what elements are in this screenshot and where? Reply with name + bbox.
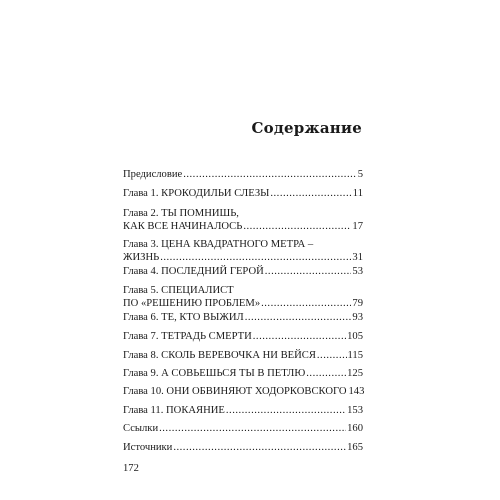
toc-leader-dots: [160, 251, 351, 264]
toc-entry-text: Предисловие: [123, 169, 183, 180]
toc-leader-dots: [261, 297, 351, 310]
toc-entry-chapter-7[interactable]: [123, 330, 363, 343]
toc-entry-text: Глава 1. КРОКОДИЛЬИ СЛЕЗЫ: [123, 188, 270, 199]
toc-entry-text: ЖИЗНЬ: [123, 252, 160, 263]
toc-leader-dots: [243, 220, 351, 233]
toc-entry-chapter-8[interactable]: [123, 349, 363, 362]
toc-entry-chapter-3[interactable]: [123, 238, 363, 264]
toc-title: Содержание: [251, 119, 362, 137]
toc-entry-chapter-10[interactable]: [123, 385, 363, 398]
toc-leader-dots: [306, 367, 346, 380]
toc-entry-chapter-11[interactable]: [123, 404, 363, 417]
toc-entry-page: 105: [347, 331, 363, 342]
toc-entry-text-line1: Глава 5. СПЕЦИАЛИСТ: [123, 285, 234, 296]
toc-entry-text: ПО «РЕШЕНИЮ ПРОБЛЕМ»: [123, 298, 261, 309]
toc-entry-chapter-1[interactable]: [123, 187, 363, 200]
toc-entry-text: Глава 4. ПОСЛЕДНИЙ ГЕРОЙ: [123, 266, 264, 277]
toc-leader-dots: [270, 187, 351, 200]
toc-entry-text: Глава 8. СКОЛЬ ВЕРЕВОЧКА НИ ВЕЙСЯ: [123, 350, 316, 361]
toc-entry-chapter-9[interactable]: [123, 367, 363, 380]
toc-entry-text: КАК ВСЕ НАЧИНАЛОСЬ: [123, 221, 243, 232]
toc-entry-page: 17: [352, 221, 363, 232]
toc-entry-page: 93: [352, 312, 363, 323]
toc-entry-page: 79: [352, 298, 363, 309]
toc-leader-dots: [183, 168, 356, 181]
toc-entry-text: Глава 7. ТЕТРАДЬ СМЕРТИ: [123, 331, 252, 342]
toc-entry-text: Ссылки: [123, 423, 159, 434]
toc-entry-page: 125: [347, 368, 363, 379]
toc-entry-page: 165: [347, 442, 363, 453]
toc-entry-text: Глава 6. ТЕ, КТО ВЫЖИЛ: [123, 312, 244, 323]
toc-entry-text: Источники: [123, 442, 173, 453]
toc-entry-page: 31: [352, 252, 363, 263]
toc-entry-text: Глава 9. А СОВЬЕШЬСЯ ТЫ В ПЕТЛЮ: [123, 368, 306, 379]
toc-leader-dots: [226, 404, 346, 417]
toc-entry-page: 160: [347, 423, 363, 434]
toc-entry-page: 53: [352, 266, 363, 277]
toc-entry-chapter-4[interactable]: [123, 265, 363, 278]
toc-entry-references[interactable]: [123, 422, 363, 435]
toc-leader-dots: [317, 349, 347, 362]
toc-entry-page: 143: [348, 386, 365, 397]
toc-entry-page: 115: [347, 350, 363, 361]
toc-entry-page: 11: [352, 188, 363, 199]
toc-entry-page: 5: [357, 169, 363, 180]
toc-entry-chapter-2[interactable]: [123, 207, 363, 233]
toc-leader-dots: [265, 265, 352, 278]
toc-entry-chapter-6[interactable]: [123, 311, 363, 324]
toc-entry-text: Глава 11. ПОКАЯНИЕ: [123, 405, 225, 416]
toc-leader-dots: [253, 330, 346, 343]
toc-leader-dots: [173, 441, 346, 454]
toc-entry-chapter-5[interactable]: [123, 284, 363, 310]
toc-entry-page: 153: [347, 405, 363, 416]
page-number: 172: [123, 463, 139, 474]
toc-entry-text-line1: Глава 3. ЦЕНА КВАДРАТНОГО МЕТРА –: [123, 239, 314, 250]
toc-leader-dots: [159, 422, 346, 435]
toc-entry-sources[interactable]: [123, 441, 363, 454]
toc-entry-text: Глава 10. ОНИ ОБВИНЯЮТ ХОДОРКОВСКОГО: [123, 386, 347, 397]
toc-leader-dots: [245, 311, 352, 324]
toc-entry-preface[interactable]: [123, 168, 363, 181]
toc-entry-text-line1: Глава 2. ТЫ ПОМНИШЬ,: [123, 208, 239, 219]
